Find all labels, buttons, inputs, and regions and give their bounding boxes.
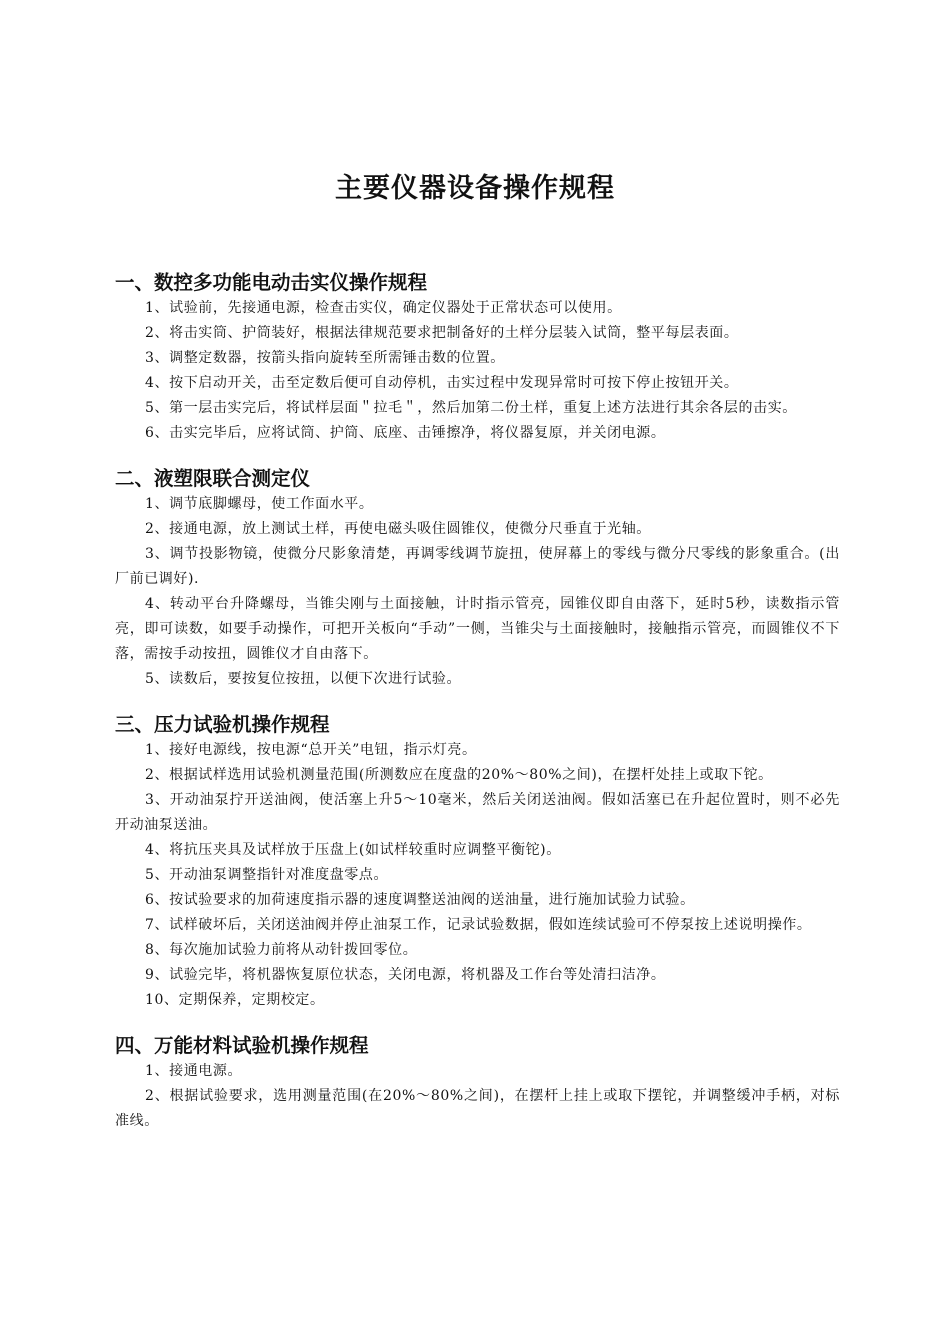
procedure-step: 5、开动油泵调整指针对准度盘零点。 — [145, 867, 389, 883]
procedure-step: 5、第一层击实完后，将试样层面＂拉毛＂，然后加第二份土样，重复上述方法进行其余各层的击实。 — [145, 400, 797, 416]
procedure-step: 2、根据试样选用试验机测量范围(所测数应在度盘的20%～80%之间)，在摆杆处挂上或取下铊。 — [145, 767, 773, 783]
section-heading: 四、万能材料试验机操作规程 — [115, 1034, 369, 1057]
procedure-step: 5、读数后，要按复位按扭，以便下次进行试验。 — [145, 671, 462, 687]
procedure-step: 4、按下启动开关，击至定数后便可自动停机，击实过程中发现异常时可按下停止按钮开关。 — [145, 375, 739, 391]
procedure-step: 4、将抗压夹具及试样放于压盘上(如试样较重时应调整平衡铊)。 — [145, 842, 561, 858]
section — [115, 466, 840, 692]
procedure-step: 1、试验前，先接通电源，检查击实仪，确定仪器处于正常状态可以使用。 — [145, 300, 622, 316]
procedure-step: 3、开动油泵拧开送油阀，使活塞上升5～10毫米，然后关闭送油阀。假如活塞已在升起位置时，则不必先开动油泵送油。 — [115, 792, 840, 833]
section — [115, 1033, 840, 1134]
document-body — [115, 268, 840, 1154]
procedure-step: 4、转动平台升降螺母，当锥尖刚与土面接触，计时指示管亮，园锥仪即自由落下，延时5秒，读数指示管亮，即可读数，如要手动操作，可把开关板向“手动”一侧，当锥尖与土面接触时，接触指示管亮，而圆锥仪不下落，需按手动按扭，圆锥仪才自由落下。 — [115, 596, 840, 662]
section — [115, 712, 840, 1013]
procedure-step: 2、将击实筒、护筒装好，根据法律规范要求把制备好的土样分层装入试筒，整平每层表面。 — [145, 325, 739, 341]
procedure-step: 1、调节底脚螺母，使工作面水平。 — [145, 496, 374, 512]
procedure-step: 8、每次施加试验力前将从动针拨回零位。 — [145, 942, 418, 958]
procedure-step: 2、接通电源，放上测试土样，再使电磁头吸住圆锥仪，使微分尺垂直于光轴。 — [145, 521, 651, 537]
procedure-step: 2、根据试验要求，选用测量范围(在20%～80%之间)，在摆杆上挂上或取下摆铊，并调整缓冲手柄，对标准线。 — [115, 1088, 840, 1129]
procedure-step: 3、调节投影物镜，使微分尺影象清楚，再调零线调节旋扭，使屏幕上的零线与微分尺零线的影象重合。(出厂前已调好). — [115, 546, 840, 587]
section-heading: 一、数控多功能电动击实仪操作规程 — [115, 271, 428, 294]
document-title: 主要仪器设备操作规程 — [335, 173, 615, 204]
procedure-step: 1、接好电源线，按电源“总开关”电钮，指示灯亮。 — [145, 742, 477, 758]
section-heading: 三、压力试验机操作规程 — [115, 713, 330, 736]
procedure-step: 10、定期保养，定期校定。 — [145, 992, 325, 1008]
section-heading: 二、液塑限联合测定仪 — [115, 467, 311, 490]
procedure-step: 7、试样破坏后，关闭送油阀并停止油泵工作，记录试验数据，假如连续试验可不停泵按上述说明操作。 — [145, 917, 812, 933]
procedure-step: 6、击实完毕后，应将试筒、护筒、底座、击锤擦净，将仪器复原，并关闭电源。 — [145, 425, 666, 441]
procedure-step: 3、调整定数器，按箭头指向旋转至所需锤击数的位置。 — [145, 350, 505, 366]
procedure-step: 9、试验完毕，将机器恢复原位状态，关闭电源，将机器及工作台等处清扫洁净。 — [145, 967, 666, 983]
section — [115, 270, 840, 446]
procedure-step: 6、按试验要求的加荷速度指示器的速度调整送油阀的送油量，进行施加试验力试验。 — [145, 892, 695, 908]
procedure-step: 1、接通电源。 — [145, 1063, 243, 1079]
